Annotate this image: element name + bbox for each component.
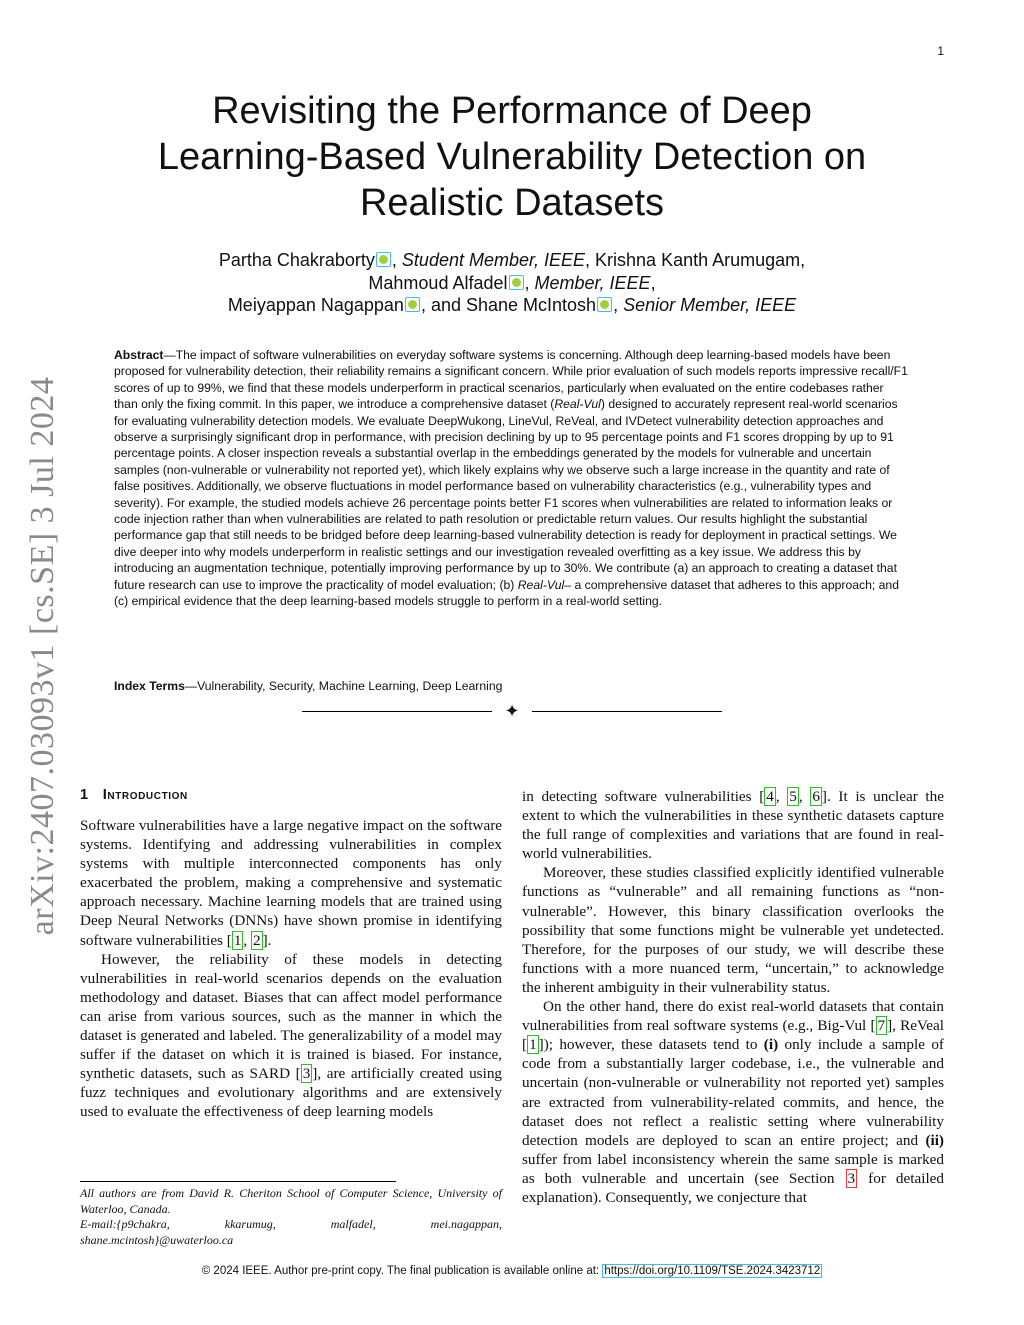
index-terms-label: Index Terms xyxy=(114,679,185,693)
index-terms xyxy=(114,678,909,694)
citation-separator: , xyxy=(243,931,252,949)
divider-star-icon: ✦ xyxy=(504,701,520,721)
paragraph-text: However, the reliability of these models in detecting vulnerabilities in real-world scenarios depends on the evaluation methodology and dataset. Biases that can affect model performance can arise from various sources, such as the manner in which the dataset is generated and labeled. The generalizability of a model may suffer if the dataset on which it is trained is biased. For instance, synthetic datasets, such as SARD [ xyxy=(80,950,502,1083)
paragraph-text: for detailed explanation). Consequently, we conjecture that xyxy=(522,1169,945,1206)
section-heading xyxy=(80,787,188,803)
left-column xyxy=(80,816,502,1122)
abstract-text: – a comprehensive dataset that adheres to this approach; and (c) empirical evidence that the deep learning-based models struggle to perform in a real-world setting. xyxy=(114,577,899,609)
footnote-affiliation: All authors are from David R. Cheriton School of Computer Science, University of Waterloo, Canada. xyxy=(80,1186,502,1216)
citation-link[interactable]: 7 xyxy=(877,1017,886,1035)
dataset-name: Real-Vul xyxy=(517,577,565,592)
footnote-rule xyxy=(80,1181,396,1182)
paragraph-text: ]. xyxy=(262,931,272,949)
citation-link[interactable]: 1 xyxy=(529,1036,537,1054)
section-title xyxy=(103,787,188,803)
orcid-icon[interactable] xyxy=(376,252,391,267)
author-name: Krishna Kanth Arumugam, xyxy=(595,250,806,270)
paragraph-text: ]. It is unclear the extent to which the vulnerabilities in these synthetic datasets capture the full range of complexities and variations that are found in real-world vulnerabilities. xyxy=(522,788,944,863)
paragraph-text: ], are artificially created using fuzz techniques and evolutionary algorithms and are extensively used to evaluate the effectiveness of deep learning models xyxy=(80,1065,503,1121)
abstract-text: ) designed to accurately represent real-world scenarios for evaluating vulnerability detection models. We evaluate DeepWukong, LineVul, ReVeal, and IVDetect vulnerability detection approaches and observe a surprisingly significant drop in performance, with precision declining by up to 95 percentage points and F1 scores dropping by up to 91 percentage points. A closer inspection reveals a substantial overlap in the embeddings generated by the models for vulnerable and uncertain samples (non-vulnerable or vulnerability not reported yet), which likely explains why we observe such a large increase in the quantity and rate of false positives. Additionally, we observe fluctuations in model performance based on vulnerability characteristics (e.g., vulnerability types and severity). For example, the studied models achieve 26 percentage points better F1 scores when vulnerabilities are related to information leaks or code injection rather than when vulnerabilities are related to path resolution or predictable return values. Our results highlight the substantial performance gap that still needs to be bridged before deep learning-based vulnerability detection is ready for deployment in practical settings. We dive deeper into why models underperform in realistic settings and our investigation revealed overfitting as a key issue. We address this by introducing an augmentation technique, potentially improving performance by up to 30%. We contribute (a) an approach to creating a dataset that future research can use to improve the practicality of model evaluation; (b) xyxy=(114,397,898,592)
paragraph-text: Software vulnerabilities have a large negative impact on the software systems. Identifying and addressing vulnerabilities in complex systems with multiple interconnected components has only exacerbated the problem, making a comprehensive and systematic approach necessary. Machine learning models that are trained using Deep Neural Networks (DNNs) have shown promise in identifying software vulnerabilities [ xyxy=(80,817,502,949)
paragraph: Moreover, these studies classified explicitly identified vulnerable functions as “vulnerable” and all remaining functions as “non-vulnerable”. However, this binary classification overlooks the possibility that some functions might be vulnerable yet undetected. Therefore, for the purposes of our study, we will describe these functions with a more nuanced term, “uncertain,” to acknowledge the inherent ambiguity in their vulnerability status. xyxy=(522,864,944,996)
paragraph-text: On the other hand, there do exist real-world datasets that contain vulnerabilities from real software systems (e.g., Big-Vul [ xyxy=(522,998,944,1035)
doi-link[interactable]: https://doi.org/10.1109/TSE.2024.3423712 xyxy=(604,1265,821,1277)
copyright-text: © 2024 IEEE. Author pre-print copy. The final publication is available online at: xyxy=(201,1265,603,1277)
footnote-email: E-mail:{p9chakra, kkarumug, malfadel, mei.nagappan, shane.mcintosh}@uwaterloo.ca xyxy=(80,1217,502,1248)
index-terms-text: —Vulnerability, Security, Machine Learning, Deep Learning xyxy=(184,679,503,693)
author-name: Meiyappan Nagappan xyxy=(227,295,404,315)
orcid-icon[interactable] xyxy=(597,297,612,312)
right-column xyxy=(522,787,944,1207)
citation-link[interactable]: 1 xyxy=(233,931,242,949)
paragraph-text: in detecting software vulnerabilities [ xyxy=(522,788,765,805)
author-list xyxy=(0,249,1024,317)
paragraph xyxy=(522,997,944,1207)
author-name: Mahmoud Alfadel xyxy=(368,272,508,293)
dataset-name: Real-Vul xyxy=(554,397,601,412)
paragraph-text: ]); however, these datasets tend to xyxy=(538,1036,764,1054)
author-name: Partha Chakraborty xyxy=(218,250,375,270)
paragraph-text: ], ReVeal [ xyxy=(522,1017,944,1054)
copyright-notice xyxy=(0,1265,1024,1277)
paragraph-text: only include a sample of code from a substantially larger codebase, i.e., the vulnerable and uncertain (non-vulnerable or vulnerability not reported yet) samples are extracted from vulnerability-related commits, and hence, the dataset does not reflect a realistic setting where vulnerability detection models are deployed to scan an entire project; and xyxy=(522,1036,944,1149)
author-role: Student Member, IEEE xyxy=(401,250,586,270)
citation-link[interactable]: 2 xyxy=(253,931,261,949)
section-number: 1 xyxy=(80,787,89,803)
paragraph xyxy=(80,816,502,950)
section-title-text: Introduction xyxy=(102,787,188,803)
paragraph: in detecting software vulnerabilities [ 4 , 5 , 6 ]. It is unclear the extent to which the vulnerabilities in these synthetic datasets capture the full range of complexities and variations that are found in real-world vulnerabilities. xyxy=(522,788,944,863)
author-line: Mahmoud Alfadel , Member, IEEE, xyxy=(368,272,656,293)
citation-link[interactable]: 6 xyxy=(812,788,820,805)
divider-rule xyxy=(302,711,492,712)
author-role: Senior Member, IEEE xyxy=(623,295,797,315)
section-divider xyxy=(302,700,722,724)
list-marker: (ii) xyxy=(925,1131,944,1149)
title-line: Realistic Datasets xyxy=(359,182,665,224)
abstract-text: —The impact of software vulnerabilities on everyday software systems is concerning. Although deep learning-based models have been proposed for vulnerability detection, their reliability remains a significant concern. While prior evaluation of such models reports impressive recall/F1 scores of up to 99%, we find that these models underperform in practical scenarios, particularly when evaluated on the entire codebases rather than only the fixing commit. In this paper, we introduce a comprehensive dataset ( xyxy=(114,348,908,412)
citation-link[interactable]: 5 xyxy=(789,788,797,805)
divider-rule xyxy=(532,711,722,712)
abstract xyxy=(114,347,909,610)
citation-link[interactable]: 4 xyxy=(766,788,774,805)
orcid-icon[interactable] xyxy=(509,275,524,290)
citation-link[interactable]: 3 xyxy=(302,1065,311,1083)
orcid-icon[interactable] xyxy=(405,297,420,312)
abstract-label: Abstract xyxy=(114,348,164,362)
author-role: Member, IEEE xyxy=(534,272,651,293)
arxiv-stamp: arXiv:2407.03093v1 [cs.SE] 3 Jul 2024 xyxy=(24,376,61,936)
page-number: 1 xyxy=(937,44,944,58)
title-line: Learning-Based Vulnerability Detection on xyxy=(157,136,867,178)
section-ref-link[interactable]: 3 xyxy=(847,1169,856,1187)
paragraph xyxy=(80,950,502,1122)
list-marker: (i) xyxy=(763,1036,779,1054)
title-block xyxy=(0,88,1024,226)
paragraph-text: suffer from label inconsistency wherein the same sample is marked as both vulnerable and uncertain (see Section xyxy=(522,1150,944,1187)
title-line: Revisiting the Performance of Deep xyxy=(212,90,812,132)
author-name: , and Shane McIntosh xyxy=(420,295,597,315)
paper-title xyxy=(0,88,1024,226)
footnote xyxy=(80,1186,502,1249)
author-line: Partha Chakraborty , Student Member, IEEE, Krishna Kanth Arumugam, xyxy=(218,250,806,270)
author-line: Meiyappan Nagappan , and Shane McIntosh , Senior Member, IEEE xyxy=(227,295,797,315)
